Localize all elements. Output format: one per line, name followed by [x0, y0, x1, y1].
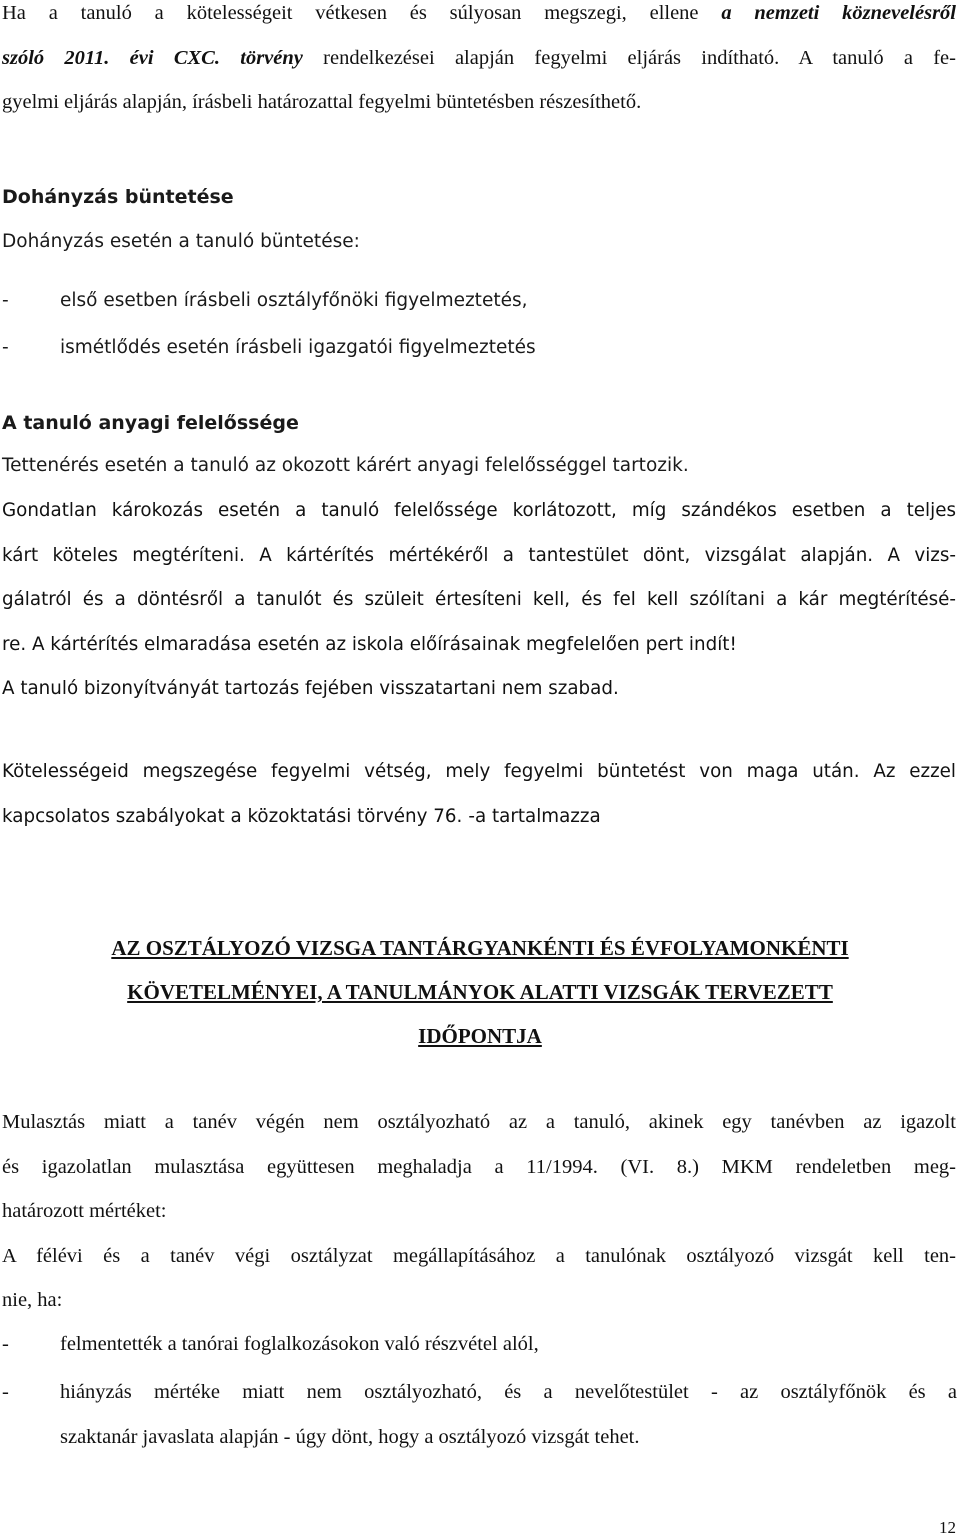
- absence-line-5: nie, ha:: [2, 1289, 63, 1311]
- liability-line-3: kárt köteles megtéríteni. A kártérítés mértékéről a tantestület dönt, vizsgálat alapján. A vizs-: [2, 544, 956, 566]
- liability-line-4: gálatról és a döntésről a tanulót és szüleit értesíteni kell, és fel kell szólítani a kár megtérítésé-: [2, 589, 956, 610]
- duties-paragraph: [2, 750, 956, 839]
- intro-paragraph: [2, 0, 956, 125]
- section-title-line-1: AZ OSZTÁLYOZÓ VIZSGA TANTÁRGYANKÉNTI ÉS ÉVFOLYAMONKÉNTI: [111, 936, 849, 960]
- duties-line-1: Kötelességeid megszegése fegyelmi vétség, mely fegyelmi büntetést von maga után. Az ezzel: [2, 761, 956, 782]
- liability-line-5: re. A kártérítés elmaradása esetén az iskola előírásainak megfelelően pert indít!: [2, 633, 737, 655]
- liability-line-6: A tanuló bizonyítványát tartozás fejében visszatartani nem szabad.: [2, 678, 619, 699]
- section-title-line-2: KÖVETELMÉNYEI, A TANULMÁNYOK ALATTI VIZSGÁK TERVEZETT: [127, 980, 833, 1004]
- law-title-part-1: a nemzeti köznevelésről: [721, 2, 956, 24]
- dash-marker: -: [2, 290, 9, 311]
- dash-marker: -: [2, 1381, 9, 1403]
- absence-line-4: A félévi és a tanév végi osztályzat megállapításához a tanulónak osztályozó vizsgát kell ten-: [2, 1244, 956, 1267]
- absence-line-1: Mulasztás miatt a tanév végén nem osztályozható az a tanuló, akinek egy tanévben az igazolt: [2, 1111, 956, 1133]
- absence-line-3: határozott mértéket:: [2, 1200, 167, 1222]
- document-page: Ha a tanuló a kötelességeit vétkesen és súlyosan megszegi, ellene a nemzeti köznevelésről szóló 2011. évi CXC. törvény rendelkezései alapján fegyelmi eljárás indítható. A tanuló a fe- gyelmi eljárás alapján, írásbeli határozattal fegyelmi büntetésben részesíthető. Dohányzás büntetése Dohányzás esetén a tanuló büntetése: - első esetben írásbeli osztályfőnöki figyelmeztetés, - ismétlődés esetén írásbeli igazgatói figyelmeztetés A tanuló anyagi felelőssége Tettenérés esetén a tanuló az okozott kárért anyagi felelősséggel tartozik. Gondatlan károkozás esetén a tanuló felelőssége korlátozott, míg szándékos esetben a teljes kárt köteles megtéríteni. A kártérítés mértékéről a tantestület dönt, vizsgálat alapján. A vizs- gálatról és a döntésről a tanulót és szüleit értesíteni kell, és fel kell szólítani a kár megtérítésé- re. A kártérítés elmaradása esetén az iskola előírásainak megfelelően pert indít! A tanuló bizonyítványát tartozás fejében visszatartani nem szabad. Kötelességeid megszegése fegyelmi vétség, mely fegyelmi büntetést von maga után. Az ezzel kapcsolatos szabályokat a közoktatási törvény 76. -a tartalmazza AZ OSZTÁLYOZÓ VIZSGA TANTÁRGYANKÉNTI ÉS ÉVFOLYAMONKÉNTI KÖVETELMÉNYEI, A TANULMÁNYOK ALATTI VIZSGÁK TERVEZETT IDŐPONTJA Mulasztás miatt a tanév végén nem osztályozható az a tanuló, akinek egy tanévben az igazolt és igazolatlan mulasztása együttesen meghaladja a 11/1994. (VI. 8.) MKM rendeletben meg- határozott mértéket: A félévi és a tanév végi osztályzat megállapításához a tanulónak osztályozó vizsgát kell ten- nie, ha: - felmentették a tanórai foglalkozásokon való részvétel alól, - hiányzás mértéke miatt nem osztályozható, és a nevelőtestület - az osztályfőnök és a szaktanár javaslata alapján - úgy dönt, hogy a osztályozó vizsgát tehet. 12: [0, 0, 960, 1539]
- intro-line-1: Ha a tanuló a kötelességeit vétkesen és súlyosan megszegi, ellene a nemzeti köznevelésről: [2, 2, 956, 24]
- smoking-intro: Dohányzás esetén a tanuló büntetése:: [2, 231, 360, 252]
- section-title: [0, 926, 960, 1058]
- intro-line-2: szóló 2011. évi CXC. törvény rendelkezései alapján fegyelmi eljárás indítható. A tanuló a fe-: [2, 46, 956, 69]
- section-title-line-3: IDŐPONTJA: [418, 1024, 542, 1048]
- absence-paragraph: [2, 1100, 956, 1323]
- liability-heading: A tanuló anyagi felelőssége: [2, 412, 299, 434]
- law-title-part-2: szóló 2011. évi CXC. törvény: [2, 46, 303, 69]
- dash-marker: -: [2, 1333, 9, 1355]
- liability-line-1: Tettenérés esetén a tanuló az okozott kárért anyagi felelősséggel tartozik.: [2, 455, 689, 476]
- smoking-heading: Dohányzás büntetése: [2, 186, 234, 208]
- dash-marker: -: [2, 337, 9, 358]
- intro-line-3: gyelmi eljárás alapján, írásbeli határozattal fegyelmi büntetésben részesíthető.: [2, 91, 642, 113]
- page-number: 12: [939, 1518, 956, 1537]
- absence-line-2: és igazolatlan mulasztása együttesen meghaladja a 11/1994. (VI. 8.) MKM rendeletben meg-: [2, 1155, 956, 1178]
- liability-paragraph: [2, 489, 956, 712]
- liability-line-2: Gondatlan károkozás esetén a tanuló felelőssége korlátozott, míg szándékos esetben a teljes: [2, 500, 956, 521]
- duties-line-2: kapcsolatos szabályokat a közoktatási törvény 76. -a tartalmazza: [2, 805, 601, 827]
